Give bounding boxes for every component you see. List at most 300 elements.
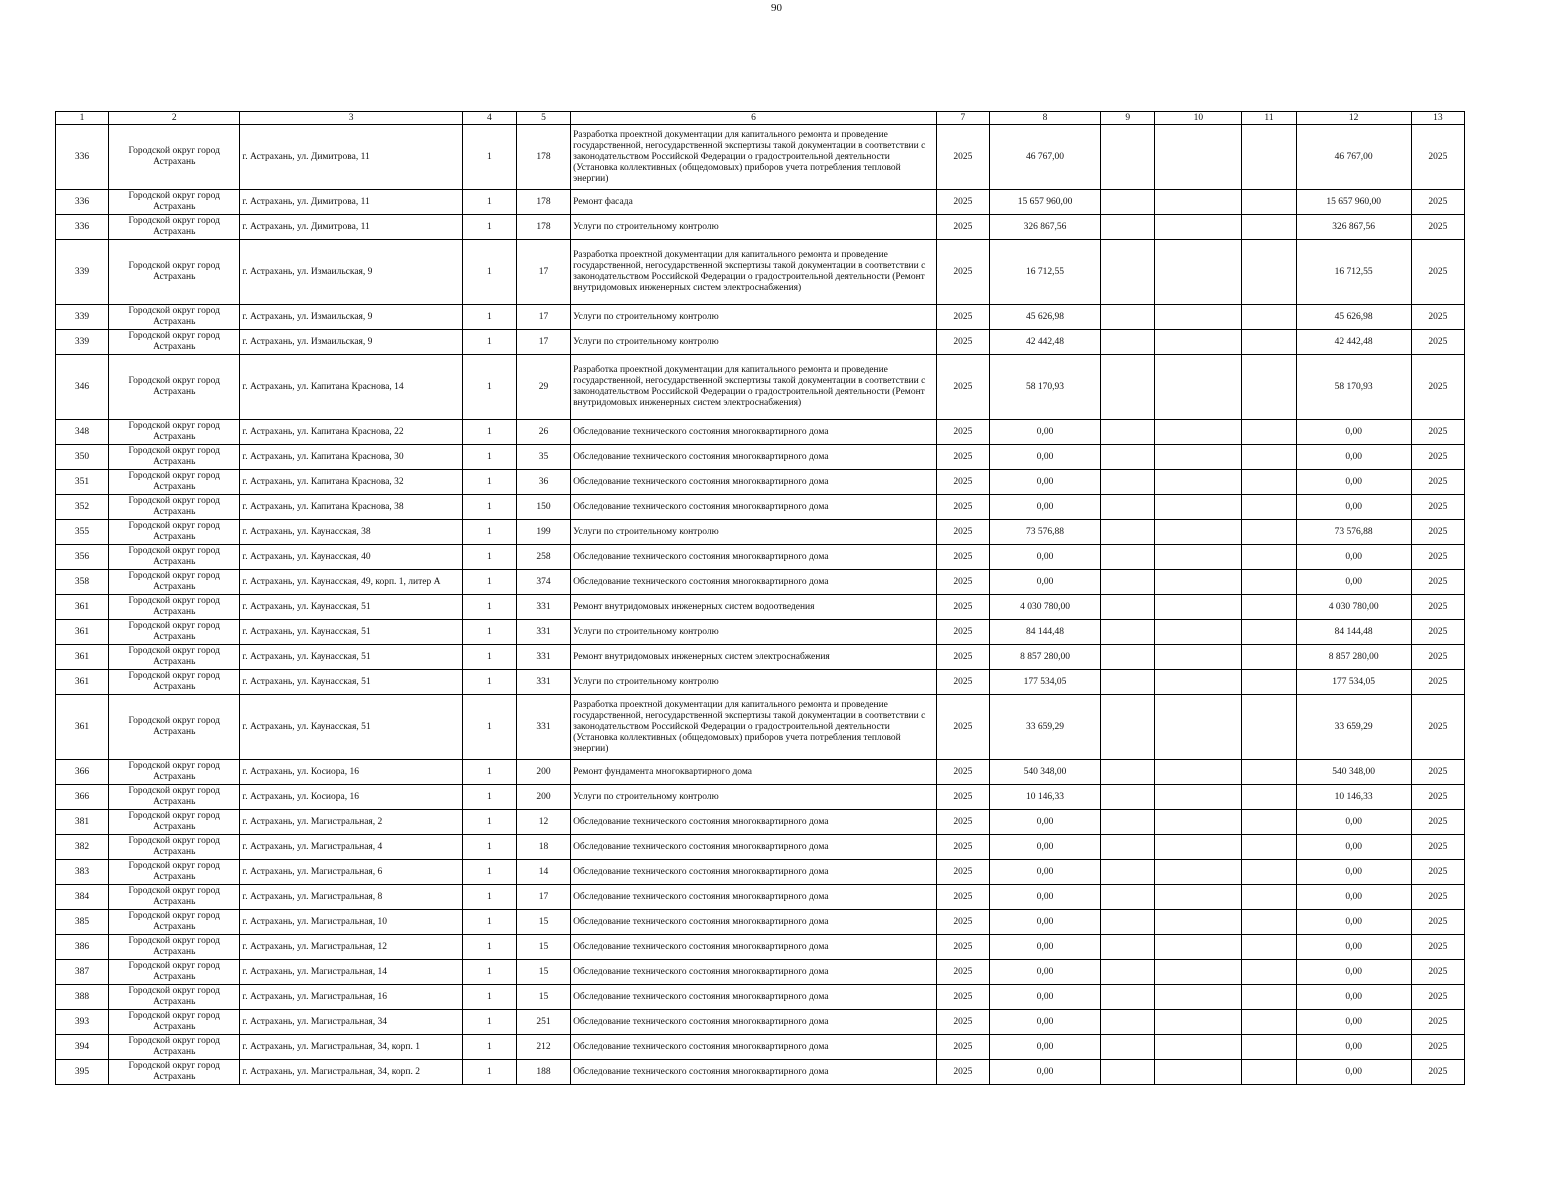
- total-cost-cell: 10 146,33: [1296, 785, 1411, 810]
- total-cost-cell: 84 144,48: [1296, 620, 1411, 645]
- address-cell: г. Астрахань, ул. Измаильская, 9: [240, 305, 462, 330]
- year-cell: 2025: [936, 670, 989, 695]
- address-cell: г. Астрахань, ул. Магистральная, 34: [240, 1010, 462, 1035]
- table-row: [56, 670, 1465, 695]
- total-cost-cell: 0,00: [1296, 810, 1411, 835]
- col11-cell: [1242, 785, 1296, 810]
- col5-cell: 150: [516, 495, 570, 520]
- table-row: [56, 785, 1465, 810]
- column-header-12: 12: [1296, 112, 1411, 125]
- col10-cell: [1155, 645, 1242, 670]
- municipality-cell: Городской округ город Астрахань: [109, 495, 240, 520]
- col10-cell: [1155, 355, 1242, 420]
- col10-cell: [1155, 960, 1242, 985]
- table-row: [56, 570, 1465, 595]
- col4-cell: 1: [462, 885, 516, 910]
- col4-cell: 1: [462, 860, 516, 885]
- col5-cell: 15: [516, 910, 570, 935]
- col9-cell: [1101, 495, 1155, 520]
- work-type-cell: Обследование технического состояния многоквартирного дома: [571, 545, 937, 570]
- col10-cell: [1155, 885, 1242, 910]
- col11-cell: [1242, 305, 1296, 330]
- year-cell: 2025: [936, 645, 989, 670]
- row-number-cell: 336: [56, 215, 109, 240]
- cost-cell: 10 146,33: [989, 785, 1100, 810]
- municipality-cell: Городской округ город Астрахань: [109, 835, 240, 860]
- work-type-cell: Обследование технического состояния многоквартирного дома: [571, 570, 937, 595]
- year-cell: 2025: [936, 240, 989, 305]
- col5-cell: 17: [516, 240, 570, 305]
- col5-cell: 17: [516, 885, 570, 910]
- col11-cell: [1242, 935, 1296, 960]
- col5-cell: 29: [516, 355, 570, 420]
- table-row: [56, 910, 1465, 935]
- work-type-cell: Ремонт внутридомовых инженерных систем водоотведения: [571, 595, 937, 620]
- address-cell: г. Астрахань, ул. Магистральная, 34, корп. 2: [240, 1060, 462, 1085]
- col9-cell: [1101, 985, 1155, 1010]
- completion-year-cell: 2025: [1411, 470, 1464, 495]
- table-row: [56, 520, 1465, 545]
- municipality-cell: Городской округ город Астрахань: [109, 330, 240, 355]
- row-number-cell: 384: [56, 885, 109, 910]
- row-number-cell: 386: [56, 935, 109, 960]
- year-cell: 2025: [936, 860, 989, 885]
- year-cell: 2025: [936, 520, 989, 545]
- row-number-cell: 355: [56, 520, 109, 545]
- column-header-6: 6: [571, 112, 937, 125]
- year-cell: 2025: [936, 330, 989, 355]
- col5-cell: 200: [516, 760, 570, 785]
- total-cost-cell: 4 030 780,00: [1296, 595, 1411, 620]
- col11-cell: [1242, 860, 1296, 885]
- col10-cell: [1155, 1060, 1242, 1085]
- col10-cell: [1155, 570, 1242, 595]
- cost-cell: 0,00: [989, 420, 1100, 445]
- municipality-cell: Городской округ город Астрахань: [109, 860, 240, 885]
- col10-cell: [1155, 910, 1242, 935]
- col4-cell: 1: [462, 545, 516, 570]
- municipality-cell: Городской округ город Астрахань: [109, 695, 240, 760]
- completion-year-cell: 2025: [1411, 785, 1464, 810]
- row-number-cell: 393: [56, 1010, 109, 1035]
- col4-cell: 1: [462, 1035, 516, 1060]
- col4-cell: 1: [462, 125, 516, 190]
- row-number-cell: 361: [56, 595, 109, 620]
- total-cost-cell: 0,00: [1296, 935, 1411, 960]
- municipality-cell: Городской округ город Астрахань: [109, 670, 240, 695]
- col10-cell: [1155, 985, 1242, 1010]
- col9-cell: [1101, 545, 1155, 570]
- col5-cell: 188: [516, 1060, 570, 1085]
- row-number-cell: 356: [56, 545, 109, 570]
- total-cost-cell: 0,00: [1296, 495, 1411, 520]
- col9-cell: [1101, 470, 1155, 495]
- col9-cell: [1101, 240, 1155, 305]
- row-number-cell: 352: [56, 495, 109, 520]
- table-row: [56, 495, 1465, 520]
- col10-cell: [1155, 810, 1242, 835]
- cost-cell: 0,00: [989, 1035, 1100, 1060]
- work-type-cell: Услуги по строительному контролю: [571, 620, 937, 645]
- col4-cell: 1: [462, 570, 516, 595]
- capital-repair-table: [55, 111, 1465, 1085]
- address-cell: г. Астрахань, ул. Косиора, 16: [240, 760, 462, 785]
- address-cell: г. Астрахань, ул. Каунасская, 51: [240, 645, 462, 670]
- total-cost-cell: 0,00: [1296, 445, 1411, 470]
- col10-cell: [1155, 240, 1242, 305]
- col9-cell: [1101, 445, 1155, 470]
- total-cost-cell: 73 576,88: [1296, 520, 1411, 545]
- table-row: [56, 985, 1465, 1010]
- total-cost-cell: 16 712,55: [1296, 240, 1411, 305]
- row-number-cell: 361: [56, 695, 109, 760]
- col4-cell: 1: [462, 695, 516, 760]
- col4-cell: 1: [462, 645, 516, 670]
- row-number-cell: 350: [56, 445, 109, 470]
- total-cost-cell: 177 534,05: [1296, 670, 1411, 695]
- total-cost-cell: 0,00: [1296, 1060, 1411, 1085]
- column-header-5: 5: [516, 112, 570, 125]
- table-row: [56, 305, 1465, 330]
- municipality-cell: Городской округ город Астрахань: [109, 595, 240, 620]
- address-cell: г. Астрахань, ул. Капитана Краснова, 14: [240, 355, 462, 420]
- col9-cell: [1101, 305, 1155, 330]
- col5-cell: 212: [516, 1035, 570, 1060]
- work-type-cell: Обследование технического состояния многоквартирного дома: [571, 960, 937, 985]
- col11-cell: [1242, 125, 1296, 190]
- total-cost-cell: 326 867,56: [1296, 215, 1411, 240]
- address-cell: г. Астрахань, ул. Магистральная, 14: [240, 960, 462, 985]
- address-cell: г. Астрахань, ул. Косиора, 16: [240, 785, 462, 810]
- municipality-cell: Городской округ город Астрахань: [109, 645, 240, 670]
- year-cell: 2025: [936, 985, 989, 1010]
- col5-cell: 17: [516, 305, 570, 330]
- work-type-cell: Услуги по строительному контролю: [571, 215, 937, 240]
- col5-cell: 12: [516, 810, 570, 835]
- row-number-cell: 381: [56, 810, 109, 835]
- table-row: [56, 190, 1465, 215]
- completion-year-cell: 2025: [1411, 695, 1464, 760]
- row-number-cell: 346: [56, 355, 109, 420]
- col5-cell: 178: [516, 190, 570, 215]
- cost-cell: 15 657 960,00: [989, 190, 1100, 215]
- col11-cell: [1242, 670, 1296, 695]
- total-cost-cell: 0,00: [1296, 860, 1411, 885]
- col10-cell: [1155, 330, 1242, 355]
- cost-cell: 4 030 780,00: [989, 595, 1100, 620]
- col11-cell: [1242, 570, 1296, 595]
- table-row: [56, 445, 1465, 470]
- work-type-cell: Разработка проектной документации для капитального ремонта и проведение государственной, негосударственной экспертизы такой документации в соответствии с законодательством Российской Федерации о градостроительной деятельности (Установка коллективных (общедомовых) приборов учета потребления тепловой энергии): [571, 695, 937, 760]
- cost-cell: 58 170,93: [989, 355, 1100, 420]
- total-cost-cell: 45 626,98: [1296, 305, 1411, 330]
- column-header-11: 11: [1242, 112, 1296, 125]
- col5-cell: 178: [516, 125, 570, 190]
- completion-year-cell: 2025: [1411, 910, 1464, 935]
- col10-cell: [1155, 670, 1242, 695]
- table-row: [56, 330, 1465, 355]
- total-cost-cell: 33 659,29: [1296, 695, 1411, 760]
- col5-cell: 200: [516, 785, 570, 810]
- col4-cell: 1: [462, 760, 516, 785]
- year-cell: 2025: [936, 125, 989, 190]
- address-cell: г. Астрахань, ул. Магистральная, 2: [240, 810, 462, 835]
- table-row: [56, 1010, 1465, 1035]
- total-cost-cell: 58 170,93: [1296, 355, 1411, 420]
- table-row: [56, 860, 1465, 885]
- total-cost-cell: 0,00: [1296, 885, 1411, 910]
- col5-cell: 35: [516, 445, 570, 470]
- column-number-row: [56, 112, 1465, 125]
- col9-cell: [1101, 935, 1155, 960]
- address-cell: г. Астрахань, ул. Магистральная, 10: [240, 910, 462, 935]
- col9-cell: [1101, 670, 1155, 695]
- municipality-cell: Городской округ город Астрахань: [109, 910, 240, 935]
- completion-year-cell: 2025: [1411, 760, 1464, 785]
- cost-cell: 45 626,98: [989, 305, 1100, 330]
- col4-cell: 1: [462, 355, 516, 420]
- address-cell: г. Астрахань, ул. Каунасская, 51: [240, 595, 462, 620]
- col10-cell: [1155, 860, 1242, 885]
- total-cost-cell: 42 442,48: [1296, 330, 1411, 355]
- total-cost-cell: 0,00: [1296, 985, 1411, 1010]
- cost-cell: 0,00: [989, 1010, 1100, 1035]
- completion-year-cell: 2025: [1411, 645, 1464, 670]
- year-cell: 2025: [936, 495, 989, 520]
- municipality-cell: Городской округ город Астрахань: [109, 810, 240, 835]
- work-type-cell: Обследование технического состояния многоквартирного дома: [571, 810, 937, 835]
- cost-cell: 0,00: [989, 470, 1100, 495]
- col9-cell: [1101, 570, 1155, 595]
- completion-year-cell: 2025: [1411, 240, 1464, 305]
- col10-cell: [1155, 935, 1242, 960]
- municipality-cell: Городской округ город Астрахань: [109, 785, 240, 810]
- completion-year-cell: 2025: [1411, 810, 1464, 835]
- address-cell: г. Астрахань, ул. Магистральная, 16: [240, 985, 462, 1010]
- work-type-cell: Услуги по строительному контролю: [571, 305, 937, 330]
- row-number-cell: 339: [56, 330, 109, 355]
- municipality-cell: Городской округ город Астрахань: [109, 1060, 240, 1085]
- col11-cell: [1242, 960, 1296, 985]
- address-cell: г. Астрахань, ул. Магистральная, 6: [240, 860, 462, 885]
- col11-cell: [1242, 240, 1296, 305]
- col9-cell: [1101, 520, 1155, 545]
- year-cell: 2025: [936, 760, 989, 785]
- col4-cell: 1: [462, 670, 516, 695]
- address-cell: г. Астрахань, ул. Димитрова, 11: [240, 125, 462, 190]
- col9-cell: [1101, 760, 1155, 785]
- total-cost-cell: 0,00: [1296, 910, 1411, 935]
- municipality-cell: Городской округ город Астрахань: [109, 420, 240, 445]
- work-type-cell: Обследование технического состояния многоквартирного дома: [571, 445, 937, 470]
- col10-cell: [1155, 445, 1242, 470]
- row-number-cell: 395: [56, 1060, 109, 1085]
- table-row: [56, 595, 1465, 620]
- col4-cell: 1: [462, 835, 516, 860]
- municipality-cell: Городской округ город Астрахань: [109, 445, 240, 470]
- table-row: [56, 620, 1465, 645]
- work-type-cell: Разработка проектной документации для капитального ремонта и проведение государственной, негосударственной экспертизы такой документации в соответствии с законодательством Российской Федерации о градостроительной деятельности (Ремонт внутридомовых инженерных систем электроснабжения): [571, 240, 937, 305]
- address-cell: г. Астрахань, ул. Измаильская, 9: [240, 330, 462, 355]
- col11-cell: [1242, 330, 1296, 355]
- completion-year-cell: 2025: [1411, 570, 1464, 595]
- col10-cell: [1155, 1010, 1242, 1035]
- col11-cell: [1242, 1035, 1296, 1060]
- completion-year-cell: 2025: [1411, 1060, 1464, 1085]
- col4-cell: 1: [462, 330, 516, 355]
- cost-cell: 0,00: [989, 910, 1100, 935]
- completion-year-cell: 2025: [1411, 305, 1464, 330]
- cost-cell: 0,00: [989, 885, 1100, 910]
- col5-cell: 374: [516, 570, 570, 595]
- work-type-cell: Услуги по строительному контролю: [571, 670, 937, 695]
- year-cell: 2025: [936, 1035, 989, 1060]
- col9-cell: [1101, 355, 1155, 420]
- table-row: [56, 960, 1465, 985]
- work-type-cell: Услуги по строительному контролю: [571, 520, 937, 545]
- cost-cell: 46 767,00: [989, 125, 1100, 190]
- completion-year-cell: 2025: [1411, 495, 1464, 520]
- year-cell: 2025: [936, 810, 989, 835]
- cost-cell: 0,00: [989, 495, 1100, 520]
- total-cost-cell: 0,00: [1296, 960, 1411, 985]
- work-type-cell: Ремонт внутридомовых инженерных систем электроснабжения: [571, 645, 937, 670]
- year-cell: 2025: [936, 935, 989, 960]
- work-type-cell: Разработка проектной документации для капитального ремонта и проведение государственной, негосударственной экспертизы такой документации в соответствии с законодательством Российской Федерации о градостроительной деятельности (Установка коллективных (общедомовых) приборов учета потребления тепловой энергии): [571, 125, 937, 190]
- col9-cell: [1101, 910, 1155, 935]
- address-cell: г. Астрахань, ул. Магистральная, 12: [240, 935, 462, 960]
- year-cell: 2025: [936, 305, 989, 330]
- address-cell: г. Астрахань, ул. Магистральная, 34, корп. 1: [240, 1035, 462, 1060]
- col5-cell: 36: [516, 470, 570, 495]
- col11-cell: [1242, 985, 1296, 1010]
- work-type-cell: Обследование технического состояния многоквартирного дома: [571, 935, 937, 960]
- completion-year-cell: 2025: [1411, 445, 1464, 470]
- row-number-cell: 387: [56, 960, 109, 985]
- col11-cell: [1242, 190, 1296, 215]
- cost-cell: 8 857 280,00: [989, 645, 1100, 670]
- col10-cell: [1155, 785, 1242, 810]
- cost-cell: 0,00: [989, 935, 1100, 960]
- address-cell: г. Астрахань, ул. Каунасская, 38: [240, 520, 462, 545]
- total-cost-cell: 0,00: [1296, 570, 1411, 595]
- col4-cell: 1: [462, 190, 516, 215]
- table-row: [56, 935, 1465, 960]
- work-type-cell: Разработка проектной документации для капитального ремонта и проведение государственной, негосударственной экспертизы такой документации в соответствии с законодательством Российской Федерации о градостроительной деятельности (Ремонт внутридомовых инженерных систем электроснабжения): [571, 355, 937, 420]
- col4-cell: 1: [462, 620, 516, 645]
- col9-cell: [1101, 1060, 1155, 1085]
- year-cell: 2025: [936, 570, 989, 595]
- work-type-cell: Обследование технического состояния многоквартирного дома: [571, 1010, 937, 1035]
- col11-cell: [1242, 1010, 1296, 1035]
- col9-cell: [1101, 810, 1155, 835]
- completion-year-cell: 2025: [1411, 520, 1464, 545]
- address-cell: г. Астрахань, ул. Капитана Краснова, 22: [240, 420, 462, 445]
- year-cell: 2025: [936, 835, 989, 860]
- cost-cell: 0,00: [989, 445, 1100, 470]
- completion-year-cell: 2025: [1411, 545, 1464, 570]
- table-row: [56, 545, 1465, 570]
- col9-cell: [1101, 960, 1155, 985]
- cost-cell: 0,00: [989, 810, 1100, 835]
- municipality-cell: Городской округ город Астрахань: [109, 190, 240, 215]
- col11-cell: [1242, 545, 1296, 570]
- municipality-cell: Городской округ город Астрахань: [109, 240, 240, 305]
- col10-cell: [1155, 420, 1242, 445]
- table-row: [56, 240, 1465, 305]
- col10-cell: [1155, 305, 1242, 330]
- col4-cell: 1: [462, 935, 516, 960]
- col10-cell: [1155, 190, 1242, 215]
- col4-cell: 1: [462, 595, 516, 620]
- work-type-cell: Обследование технического состояния многоквартирного дома: [571, 495, 937, 520]
- column-header-9: 9: [1101, 112, 1155, 125]
- col4-cell: 1: [462, 985, 516, 1010]
- column-header-3: 3: [240, 112, 462, 125]
- col4-cell: 1: [462, 910, 516, 935]
- table-row: [56, 885, 1465, 910]
- row-number-cell: 366: [56, 760, 109, 785]
- address-cell: г. Астрахань, ул. Магистральная, 8: [240, 885, 462, 910]
- page-number: 90: [771, 2, 782, 14]
- col5-cell: 15: [516, 960, 570, 985]
- row-number-cell: 361: [56, 645, 109, 670]
- col9-cell: [1101, 885, 1155, 910]
- col5-cell: 199: [516, 520, 570, 545]
- row-number-cell: 339: [56, 240, 109, 305]
- table-row: [56, 1060, 1465, 1085]
- col5-cell: 331: [516, 620, 570, 645]
- work-type-cell: Обследование технического состояния многоквартирного дома: [571, 1060, 937, 1085]
- table-row: [56, 695, 1465, 760]
- cost-cell: 0,00: [989, 570, 1100, 595]
- col5-cell: 331: [516, 645, 570, 670]
- col10-cell: [1155, 620, 1242, 645]
- work-type-cell: Обследование технического состояния многоквартирного дома: [571, 1035, 937, 1060]
- col9-cell: [1101, 215, 1155, 240]
- cost-cell: 33 659,29: [989, 695, 1100, 760]
- column-header-7: 7: [936, 112, 989, 125]
- col10-cell: [1155, 520, 1242, 545]
- year-cell: 2025: [936, 785, 989, 810]
- work-type-cell: Услуги по строительному контролю: [571, 330, 937, 355]
- completion-year-cell: 2025: [1411, 985, 1464, 1010]
- row-number-cell: 351: [56, 470, 109, 495]
- municipality-cell: Городской округ город Астрахань: [109, 960, 240, 985]
- col10-cell: [1155, 835, 1242, 860]
- col11-cell: [1242, 695, 1296, 760]
- completion-year-cell: 2025: [1411, 960, 1464, 985]
- row-number-cell: 366: [56, 785, 109, 810]
- completion-year-cell: 2025: [1411, 595, 1464, 620]
- col9-cell: [1101, 595, 1155, 620]
- year-cell: 2025: [936, 960, 989, 985]
- cost-cell: 0,00: [989, 860, 1100, 885]
- col10-cell: [1155, 1035, 1242, 1060]
- address-cell: г. Астрахань, ул. Каунасская, 51: [240, 620, 462, 645]
- cost-cell: 177 534,05: [989, 670, 1100, 695]
- municipality-cell: Городской округ город Астрахань: [109, 620, 240, 645]
- total-cost-cell: 0,00: [1296, 545, 1411, 570]
- col4-cell: 1: [462, 495, 516, 520]
- col10-cell: [1155, 470, 1242, 495]
- col11-cell: [1242, 495, 1296, 520]
- year-cell: 2025: [936, 595, 989, 620]
- total-cost-cell: 0,00: [1296, 835, 1411, 860]
- year-cell: 2025: [936, 355, 989, 420]
- col5-cell: 18: [516, 835, 570, 860]
- col5-cell: 331: [516, 695, 570, 760]
